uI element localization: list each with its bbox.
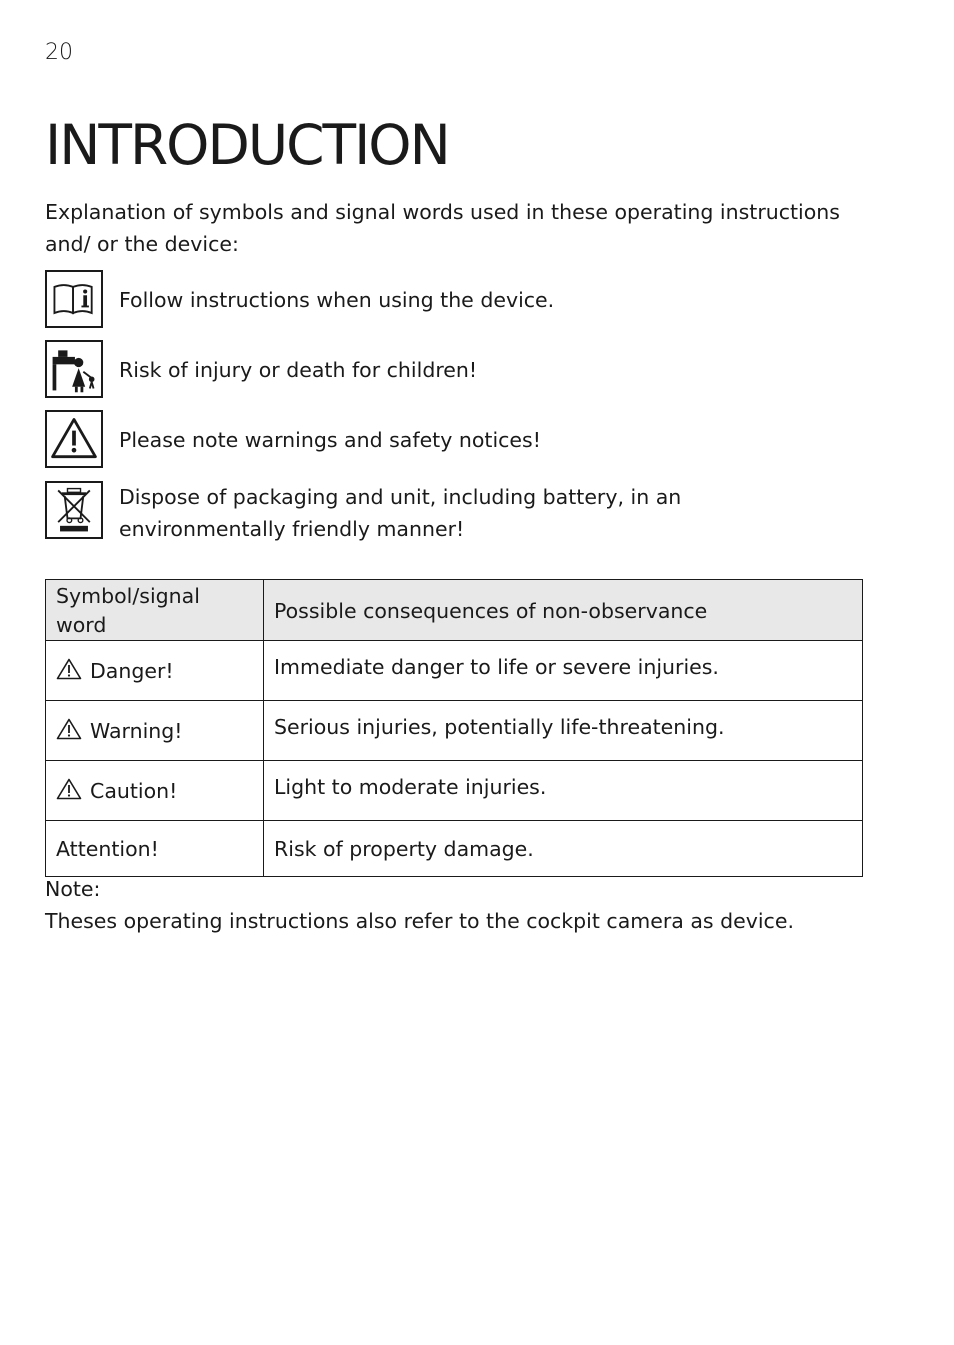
symbol-text: Follow instructions when using the device. [119,288,555,312]
table-header-symbol: Symbol/signal word [46,580,264,641]
table-row [46,821,863,877]
signal-word-table [45,579,863,877]
table-row [46,641,863,701]
intro-text: Explanation of symbols and signal words used in these operating instructions and/ or the device: [45,200,840,256]
signal-cell [46,761,264,821]
page-title: INTRODUCTION [45,113,449,177]
symbol-text: Risk of injury or death for children! [119,358,478,382]
signal-word: Caution! [90,779,178,803]
signal-cell [46,641,264,701]
signal-cell [46,701,264,761]
table-row [46,761,863,821]
signal-word: Warning! [90,719,183,743]
book-info-icon [45,270,103,328]
warning-triangle-icon [45,410,103,468]
consequence-cell: Risk of property damage. [264,821,863,877]
note-label: Note: [45,877,101,901]
child-hazard-icon [45,340,103,398]
table-header-row [46,580,863,641]
warning-triangle-icon [56,778,82,800]
signal-word: Attention! [56,836,159,861]
page-number: 20 [45,40,73,65]
consequence-cell: Immediate danger to life or severe injuries. [264,641,863,701]
note-text: Theses operating instructions also refer to the cockpit camera as device. [45,909,794,933]
table-row [46,701,863,761]
crossed-bin-icon [45,481,103,539]
consequence-cell: Light to moderate injuries. [264,761,863,821]
consequence-cell: Serious injuries, potentially life-threatening. [264,701,863,761]
warning-triangle-icon [56,658,82,680]
signal-cell [46,821,264,877]
symbol-text: Please note warnings and safety notices! [119,428,541,452]
signal-word: Danger! [90,659,174,683]
warning-triangle-icon [56,718,82,740]
symbol-text: Dispose of packaging and unit, including battery, in an environmentally friendly manner! [119,485,682,541]
table-header-consequences: Possible consequences of non-observance [264,580,863,641]
